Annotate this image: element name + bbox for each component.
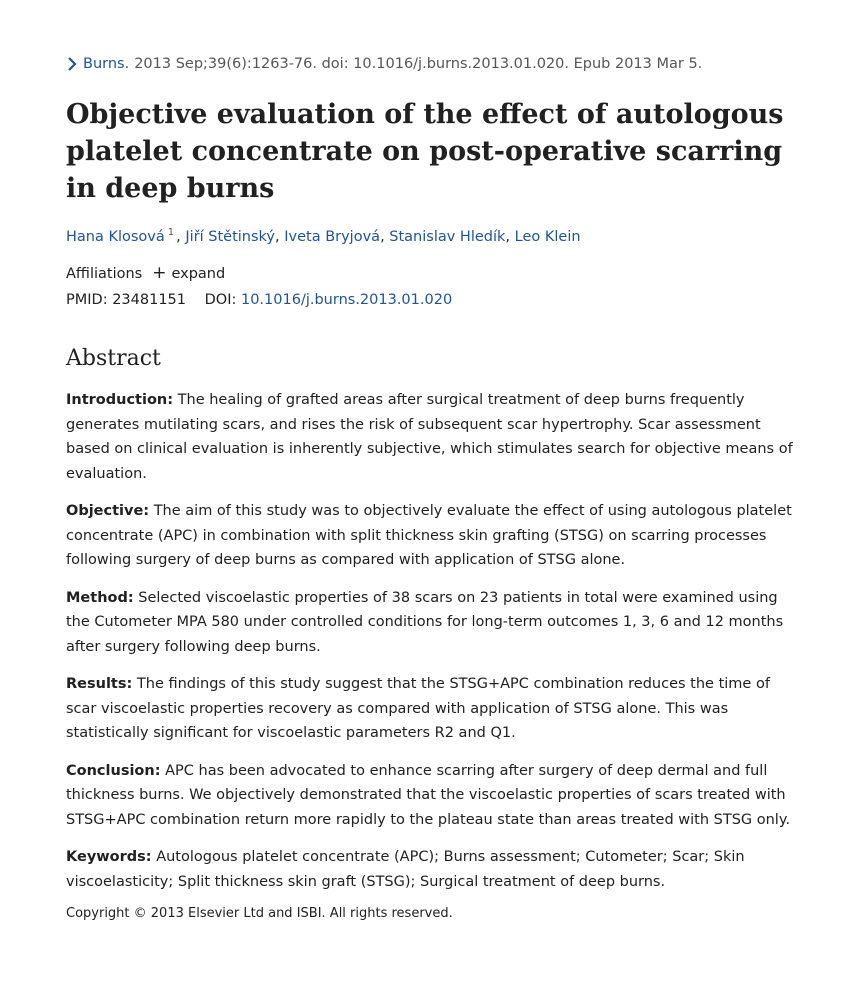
section-text: APC has been advocated to enhance scarring after surgery of deep dermal and full thickness burns. We objectively demonstrated that the viscoelastic properties of scars treated with STSG+APC combination return more rapidly to the plateau state than areas treated with STSG only.: [66, 762, 790, 828]
author-link[interactable]: Leo Klein: [514, 229, 581, 245]
doi-label: DOI:: [204, 292, 237, 308]
author-link[interactable]: Jiří Stětinský: [185, 229, 276, 245]
section-label: Conclusion:: [66, 762, 161, 779]
pmid-label: PMID:: [66, 292, 108, 308]
abstract-conclusion: [66, 759, 798, 833]
section-text: The healing of grafted areas after surgical treatment of deep burns frequently generates mutilating scars, and rises the risk of subsequent scar hypertrophy. Scar assessment based on clinical evaluation is inherently subjective, which stimulates search for objective means of evaluation.: [66, 392, 793, 482]
section-label: Introduction:: [66, 392, 174, 408]
citation: [66, 56, 702, 72]
copyright-notice: Copyright © 2013 Elsevier Ltd and ISBI. All rights reserved.: [66, 906, 453, 921]
section-text: Selected viscoelastic properties of 38 scars on 23 patients in total were examined using the Cutometer MPA 580 under controlled conditions for long-term outcomes 1, 3, 6 and 12 months after surgery following deep burns.: [66, 589, 784, 655]
section-text: Autologous platelet concentrate (APC); Burns assessment; Cutometer; Scar; Skin viscoelasticity; Split thickness skin graft (STSG); Surgical treatment of deep burns.: [66, 849, 745, 890]
authors-list: Hana Klosová $^1$ , Jiří Stětinský, Iveta Bryjová, Stanislav Hledík, Leo Klein: [66, 227, 581, 245]
section-label: Results:: [66, 676, 133, 692]
citation-details: 2013 Sep;39(6):1263-76. doi: 10.1016/j.burns.2013.01.020. Epub 2013 Mar 5.: [134, 56, 703, 72]
abstract-heading: Abstract: [66, 346, 161, 371]
abstract-keywords: [66, 845, 798, 894]
article-ids: [66, 292, 452, 308]
chevron-right-icon[interactable]: [66, 56, 78, 72]
affiliation-ref[interactable]: 1: [167, 227, 175, 238]
expand-affiliations-button[interactable]: [152, 265, 225, 282]
journal-link[interactable]: Burns.: [83, 56, 130, 72]
section-label: Method:: [66, 589, 134, 606]
section-label: Keywords:: [66, 849, 152, 865]
abstract-body: [66, 388, 798, 907]
abstract-results: [66, 672, 798, 746]
affiliations: [66, 265, 225, 282]
abstract-introduction: [66, 388, 798, 486]
pmid-value: 23481151: [112, 292, 187, 308]
section-text: The findings of this study suggest that the STSG+APC combination reduces the time of scar viscoelastic properties recovery as compared with application of STSG alone. This was statistically significant for viscoelastic parameters R2 and Q1.: [66, 676, 770, 741]
doi-link[interactable]: 10.1016/j.burns.2013.01.020: [240, 292, 453, 308]
section-text: The aim of this study was to objectively evaluate the effect of using autologous platelet concentrate (APC) in combination with split thickness skin grafting (STSG) on scarring processes following surgery of deep burns as compared with application of STSG alone.: [66, 503, 792, 568]
abstract-method: [66, 586, 798, 660]
article-title: Objective evaluation of the effect of autologous platelet concentrate on post-operative scarring in deep burns: [66, 99, 784, 204]
author-link[interactable]: Hana Klosová: [66, 229, 165, 245]
abstract-objective: [66, 499, 798, 573]
expand-label: expand: [171, 265, 226, 282]
author-link[interactable]: Stanislav Hledík: [389, 229, 506, 245]
author-link[interactable]: Iveta Bryjová: [284, 229, 381, 245]
plus-icon: +: [152, 263, 167, 283]
affiliations-label: Affiliations: [66, 265, 143, 282]
section-label: Objective:: [66, 503, 150, 519]
